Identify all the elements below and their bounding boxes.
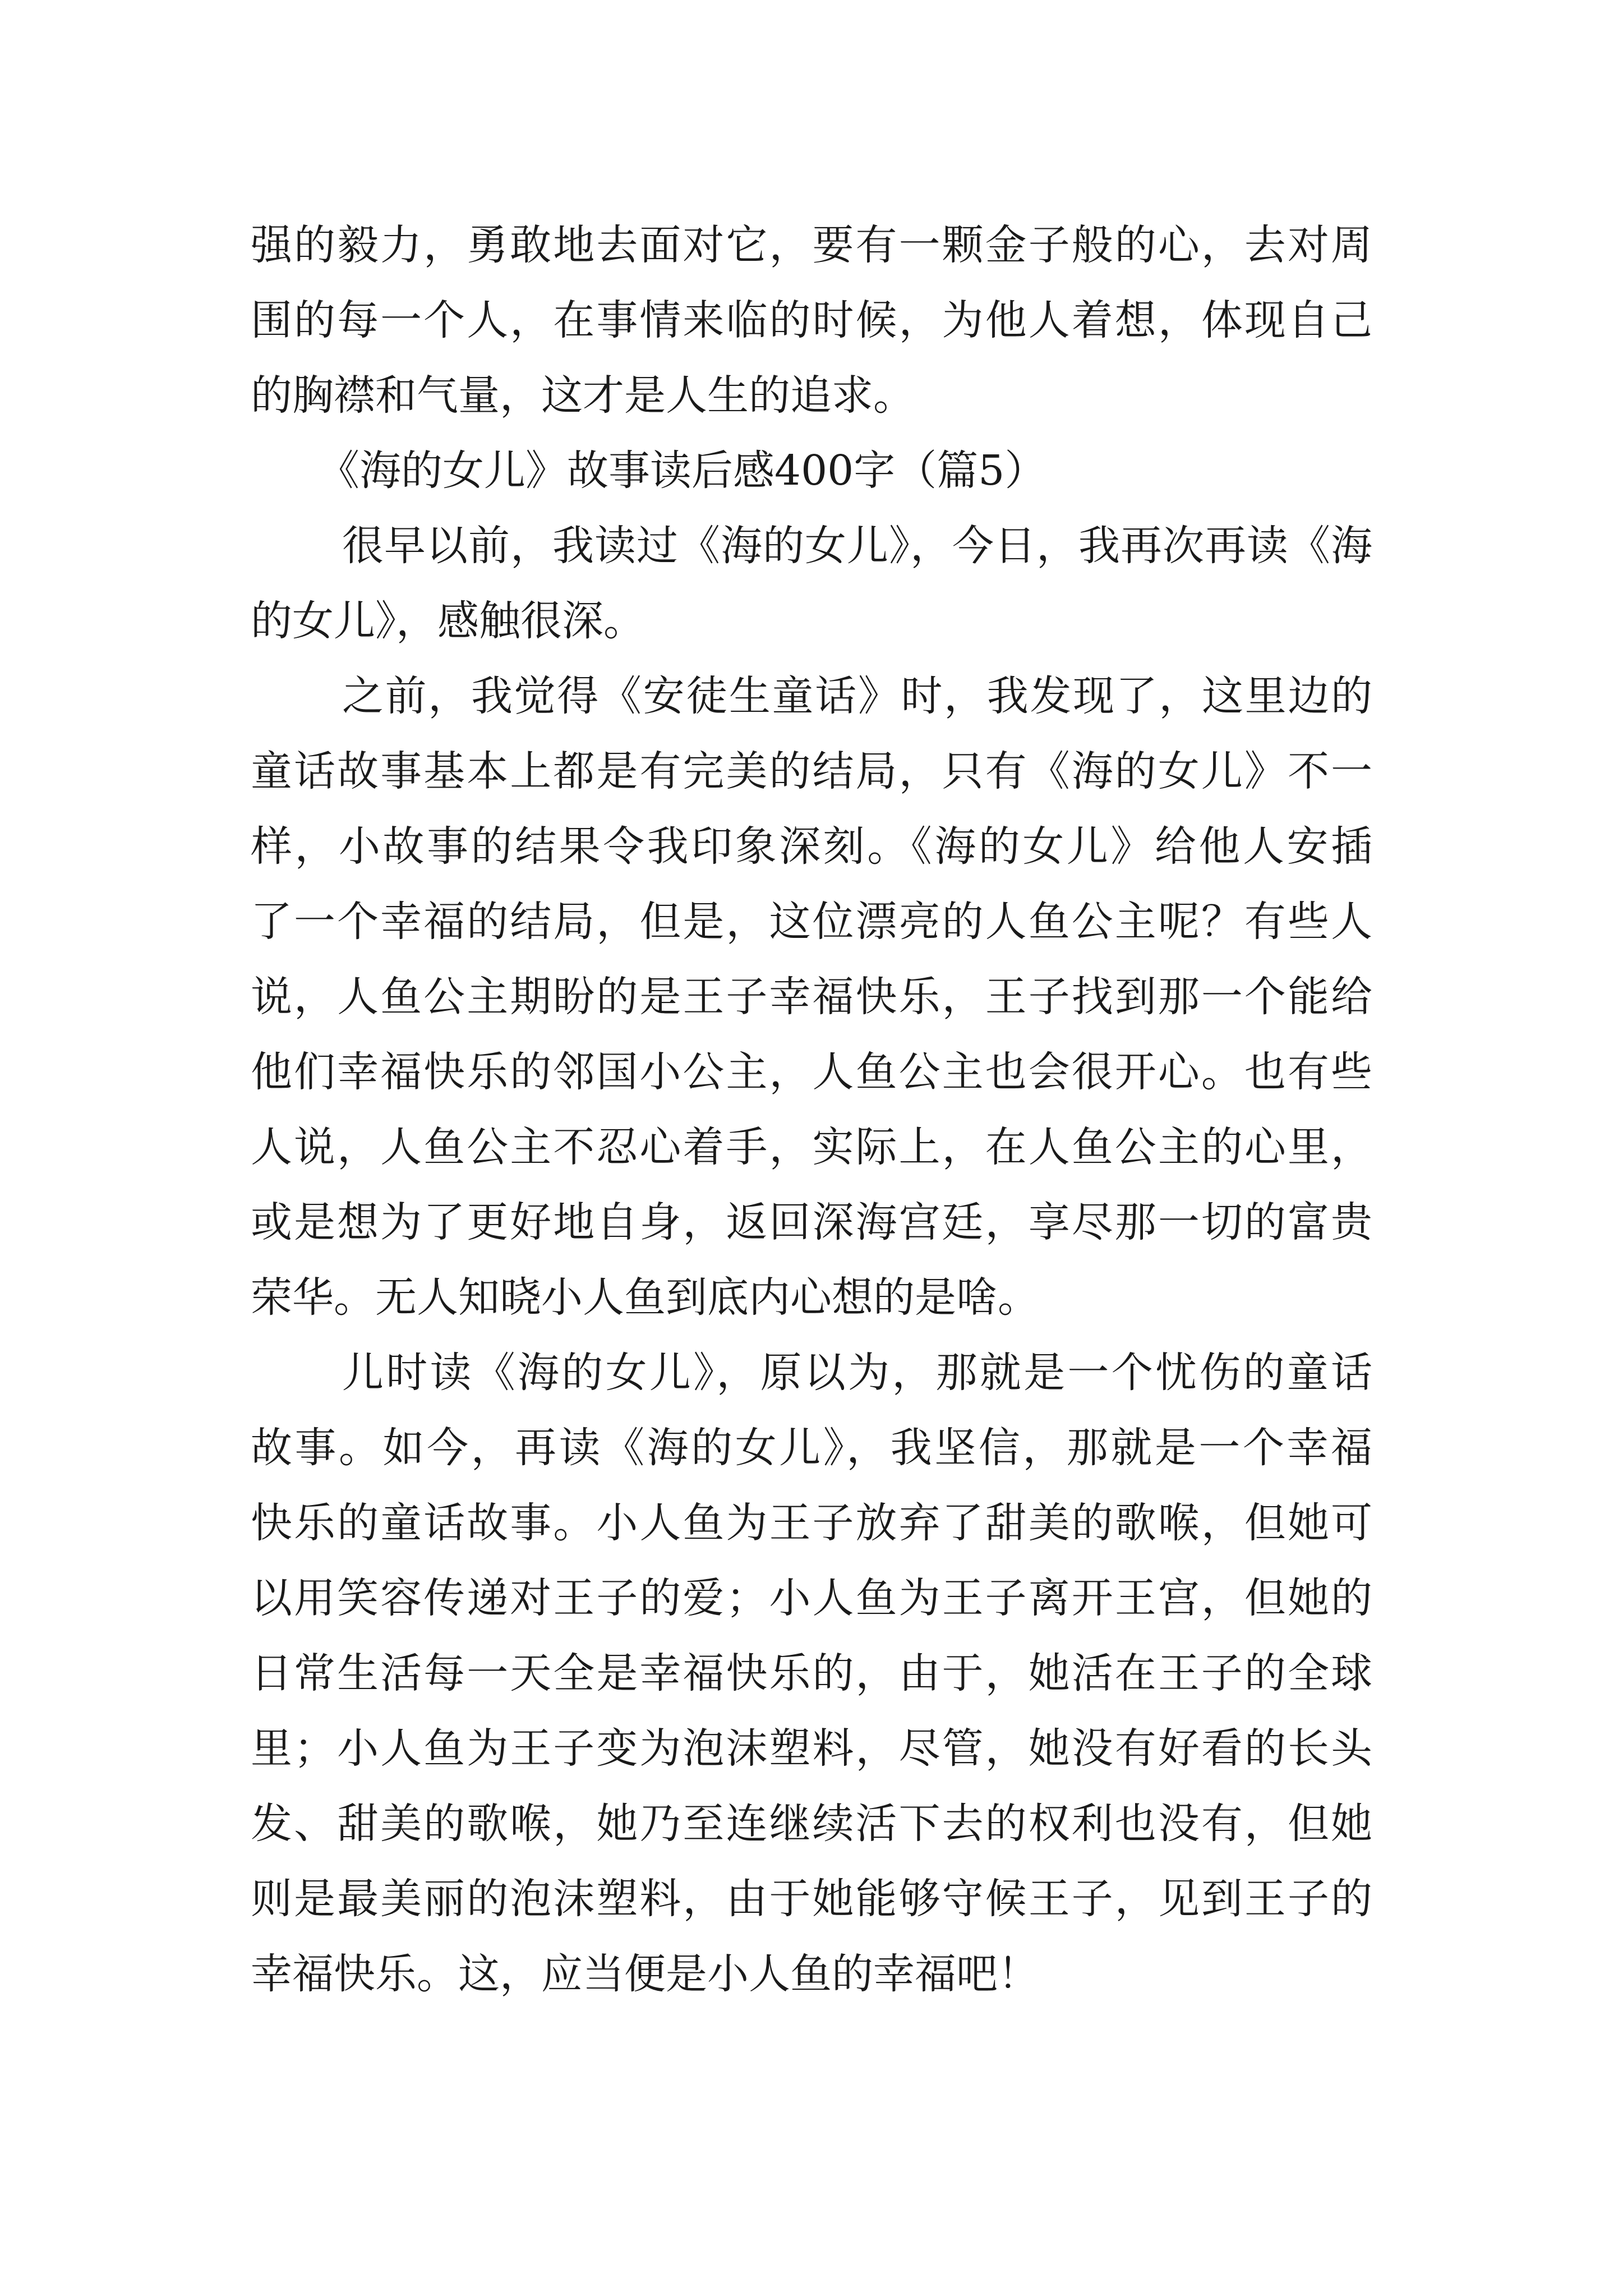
text-line: 幸福快乐。这，应当便是小人鱼的幸福吧！ — [251, 1950, 1039, 1998]
text-line: 的胸襟和气量，这才是人生的追求。 — [251, 371, 915, 420]
text-line: 的女儿》，感触很深。 — [251, 597, 645, 645]
section-heading: 《海的女儿》故事读后感400字（篇5） — [318, 447, 1046, 495]
paragraph-first-line: 很早以前，我读过《海的女儿》，今日，我再次再读《海 — [342, 522, 1372, 570]
paragraph-first-line: 之前，我觉得《安徒生童话》时，我发现了，这里边的 — [342, 672, 1372, 720]
text-line: 童话故事基本上都是有完美的结局，只有《海的女儿》不一 — [251, 747, 1372, 795]
text-line: 强的毅力，勇敢地去面对它，要有一颗金子般的心，去对周 — [251, 221, 1372, 269]
text-line: 他们幸福快乐的邻国小公主，人鱼公主也会很开心。也有些 — [251, 1048, 1372, 1096]
text-line: 里；小人鱼为王子变为泡沫塑料，尽管，她没有好看的长头 — [251, 1724, 1372, 1773]
body-text — [251, 208, 1372, 2012]
text-line: 说，人鱼公主期盼的是王子幸福快乐，王子找到那一个能给 — [251, 973, 1372, 1021]
text-line: 或是想为了更好地自身，返回深海宫廷，享尽那一切的富贵 — [251, 1198, 1372, 1246]
text-line: 发、甜美的歌喉，她乃至连继续活下去的权利也没有，但她 — [251, 1800, 1372, 1848]
text-line: 了一个幸福的结局，但是，这位漂亮的人鱼公主呢？有些人 — [251, 898, 1372, 946]
text-line: 样，小故事的结果令我印象深刻。《海的女儿》给他人安插 — [251, 822, 1372, 871]
text-line: 以用笑容传递对王子的爱；小人鱼为王子离开王宫，但她的 — [251, 1574, 1372, 1622]
text-line: 人说，人鱼公主不忍心着手，实际上，在人鱼公主的心里， — [251, 1123, 1372, 1171]
paragraph-first-line: 儿时读《海的女儿》，原以为，那就是一个忧伤的童话 — [342, 1349, 1372, 1397]
text-line: 故事。如今，再读《海的女儿》，我坚信，那就是一个幸福 — [251, 1424, 1372, 1472]
text-line: 则是最美丽的泡沫塑料，由于她能够守候王子，见到王子的 — [251, 1875, 1372, 1923]
text-line: 日常生活每一天全是幸福快乐的，由于，她活在王子的全球 — [251, 1649, 1372, 1697]
text-line: 围的每一个人，在事情来临的时候，为他人着想，体现自己 — [251, 296, 1372, 344]
text-line: 快乐的童话故事。小人鱼为王子放弃了甜美的歌喉，但她可 — [251, 1499, 1372, 1547]
text-line: 荣华。无人知晓小人鱼到底内心想的是啥。 — [251, 1273, 1039, 1322]
